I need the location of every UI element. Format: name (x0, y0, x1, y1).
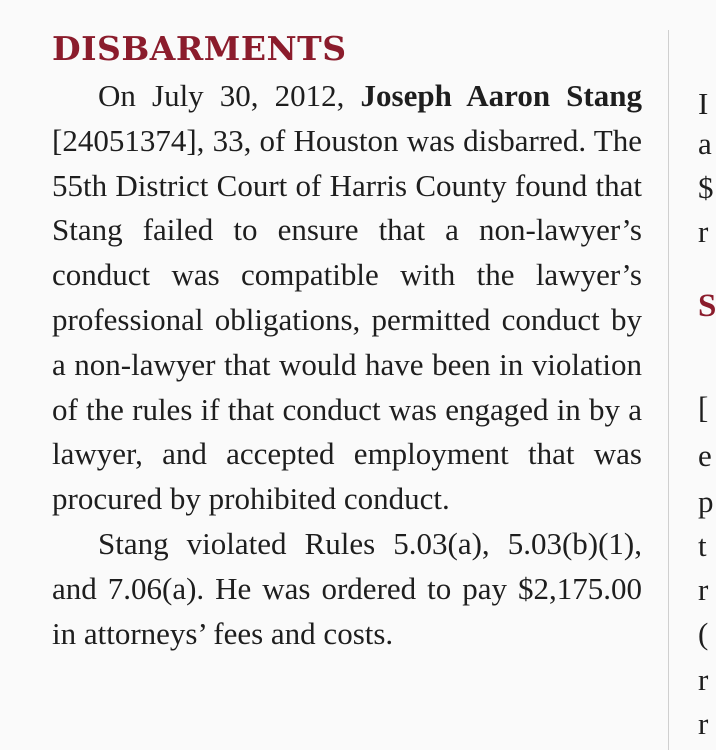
paragraph-body: [24051374], 33, of Houston was disbarred. The 55th District Court of Harris County found that Stang failed to ensure that a non-lawyer’s conduct was compatible with the lawyer’s professional obligations, permitted conduct by a non-lawyer that would have been in violation of the rules if that conduct was engaged in by a lawyer, and accepted employment that was procured by prohibited conduct. (52, 122, 642, 517)
adjacent-column-cutoff (690, 0, 716, 750)
column-divider (668, 30, 669, 750)
article-column (52, 24, 642, 656)
fragment: r (698, 706, 709, 741)
fragment: p (698, 484, 714, 519)
fragment: r (698, 572, 709, 607)
fragment: r (698, 662, 709, 697)
fragment: [ (698, 390, 709, 425)
fragment-heading: S (698, 288, 716, 324)
paragraph-violations: Stang violated Rules 5.03(a), 5.03(b)(1), and 7.06(a). He was ordered to pay $2,175.00 in attorneys’ fees and costs. (52, 525, 642, 651)
fragment: e (698, 438, 712, 473)
article-paragraph-1 (52, 74, 642, 522)
fragment: r (698, 214, 709, 249)
section-heading: DISBARMENTS (52, 29, 347, 68)
fragment: t (698, 528, 707, 563)
fragment: $ (698, 170, 714, 205)
fragment: I (698, 86, 709, 121)
attorney-name: Joseph Aaron Stang (360, 78, 642, 113)
fragment: ( (698, 616, 709, 651)
article-paragraph-2 (52, 522, 642, 656)
fragment: a (698, 126, 712, 161)
paragraph-intro: On July 30, 2012, (98, 78, 361, 113)
